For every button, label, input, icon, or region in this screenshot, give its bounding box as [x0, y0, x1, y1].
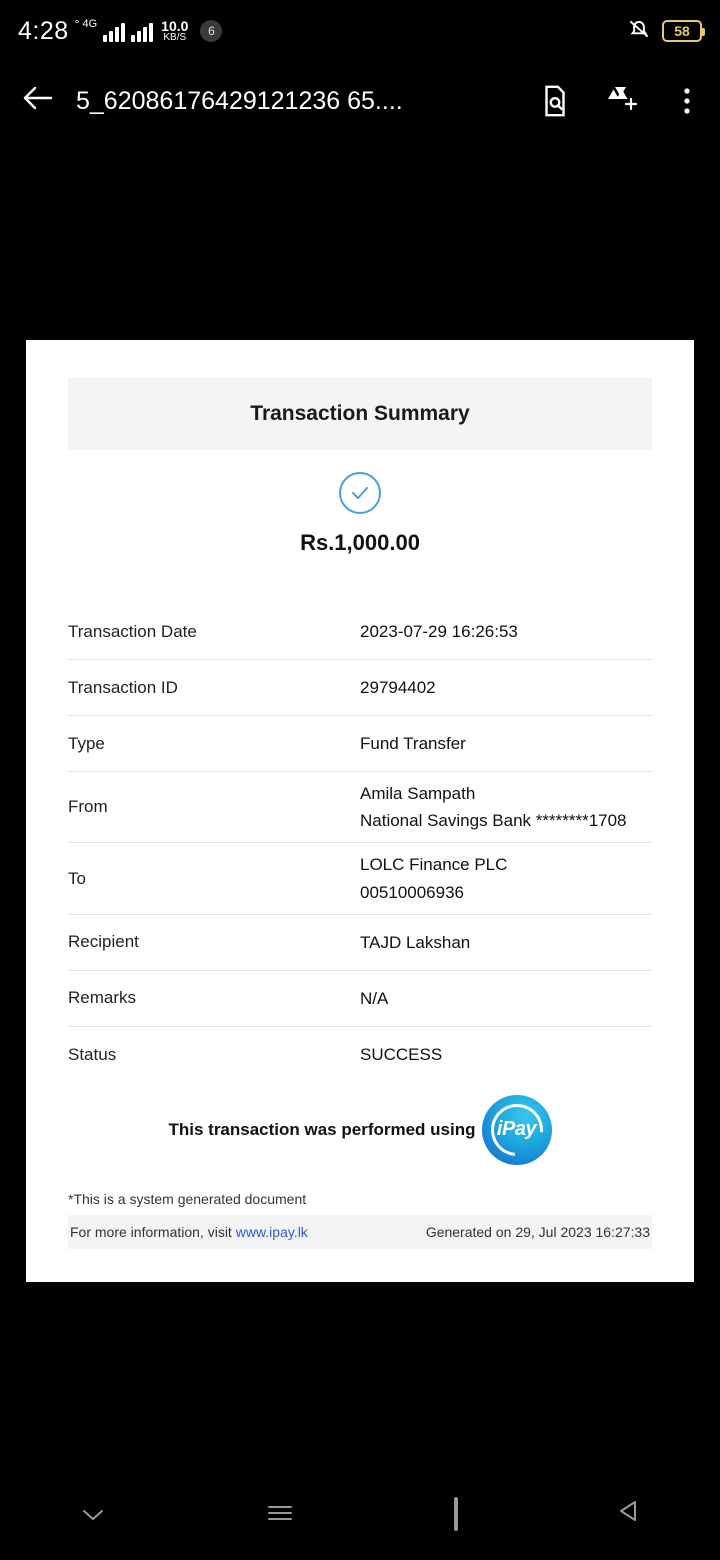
home-icon[interactable] [454, 1499, 458, 1530]
performed-using-line [26, 1095, 694, 1165]
status-bar-right [626, 16, 720, 47]
ipay-wordmark: iPay [496, 1118, 537, 1141]
row-value-line1: 2023-07-29 16:26:53 [360, 621, 518, 641]
network-type-label: 4G [82, 18, 98, 30]
row-label: From [68, 797, 108, 817]
table-row [68, 915, 652, 971]
status-badge [360, 1041, 442, 1068]
row-value [360, 985, 388, 1012]
footer-generated-timestamp: Generated on 29, Jul 2023 16:27:33 [425, 1223, 650, 1240]
row-value-line1: TAJD Lakshan [360, 932, 471, 952]
status-bar-left [0, 17, 222, 46]
signal-bars-2-icon [131, 20, 153, 42]
drive-upload-icon[interactable] [588, 84, 654, 118]
row-value [360, 730, 466, 757]
transaction-amount: Rs.1,000.00 [300, 530, 420, 555]
document-heading-bar [68, 378, 652, 450]
notification-count-badge: 6 [200, 20, 222, 42]
overflow-menu-icon[interactable] [654, 84, 720, 118]
data-rate-unit: KB/S [163, 32, 187, 43]
row-value-line1: Fund Transfer [360, 733, 466, 753]
row-value-line1: 29794402 [360, 677, 436, 697]
ipay-website-link[interactable]: www.ipay.lk [235, 1223, 308, 1240]
status-bar [0, 0, 720, 62]
back-arrow-icon[interactable] [0, 83, 76, 119]
table-row [68, 660, 652, 716]
footer-info [70, 1224, 308, 1240]
system-navigation-bar [0, 1468, 720, 1560]
document-page[interactable] [26, 340, 694, 1282]
battery-indicator: 58 [662, 20, 702, 42]
table-row [68, 604, 652, 660]
row-label: Remarks [68, 988, 137, 1008]
row-value-line2: 00510006936 [360, 882, 465, 902]
row-value [360, 618, 518, 645]
transaction-details-table [68, 604, 652, 1083]
row-label: Status [68, 1044, 117, 1064]
row-value [360, 929, 470, 956]
recents-icon[interactable] [266, 1499, 294, 1530]
table-row [68, 971, 652, 1027]
row-value-line2: National Savings Bank ********1708 [360, 811, 627, 831]
row-label: Recipient [68, 932, 139, 952]
data-rate-indicator [161, 19, 188, 43]
bell-muted-icon [626, 16, 652, 47]
back-triangle-icon[interactable] [618, 1499, 640, 1530]
row-value [360, 674, 436, 701]
table-row [68, 1027, 652, 1083]
collapse-chevron-icon[interactable] [80, 1499, 106, 1530]
table-row [68, 772, 652, 843]
row-value-line1: N/A [360, 988, 389, 1008]
page-title: 5_62086176429121236 65.... [76, 86, 403, 115]
document-heading: Transaction Summary [250, 402, 470, 425]
row-label: Transaction Date [68, 621, 197, 641]
document-footer [68, 1215, 652, 1249]
app-bar [0, 62, 720, 140]
footer-prefix: For more information, visit [70, 1223, 232, 1240]
data-rate-value: 10.0 [161, 18, 189, 34]
signal-bars-1-icon [103, 20, 125, 42]
document-search-icon[interactable] [522, 84, 588, 118]
row-value-line1: SUCCESS [360, 1045, 443, 1065]
status-time: 4:28 [18, 16, 69, 45]
ipay-logo-icon [482, 1095, 552, 1165]
row-value-line1: Amila Sampath [360, 784, 476, 803]
success-check-icon [339, 472, 381, 514]
row-label: To [68, 868, 86, 888]
success-icon-wrap [26, 472, 694, 514]
performed-using-text: This transaction was performed using [168, 1119, 476, 1139]
row-value [360, 851, 507, 905]
signal-dot-icon: ° [74, 17, 80, 31]
row-value-line1: LOLC Finance PLC [360, 855, 508, 875]
row-value [360, 780, 627, 834]
row-label: Type [68, 733, 105, 753]
system-generated-note: *This is a system generated document [68, 1190, 307, 1207]
table-row [68, 843, 652, 914]
row-label: Transaction ID [68, 677, 178, 697]
table-row [68, 716, 652, 772]
